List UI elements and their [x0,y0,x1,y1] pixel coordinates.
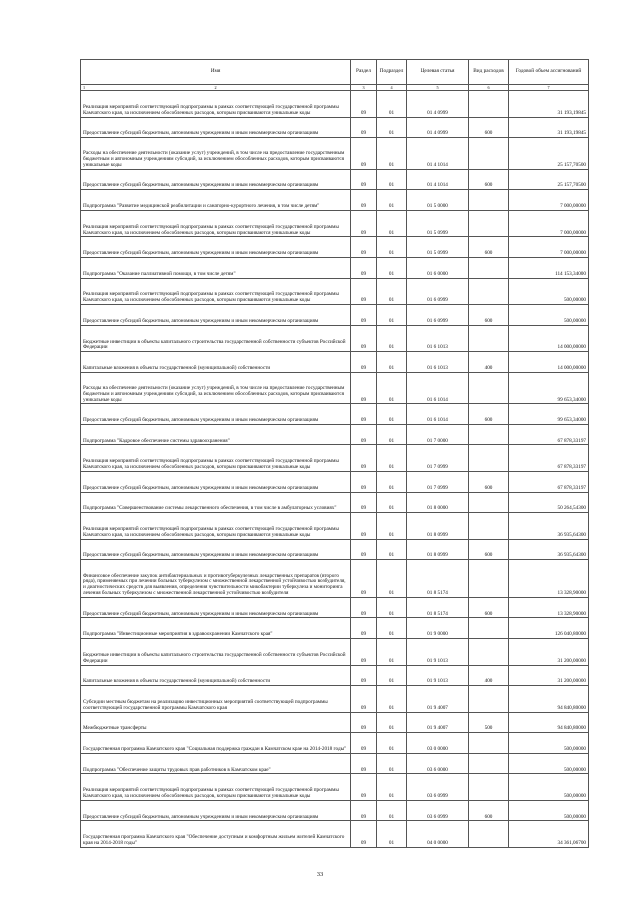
table-row [81,404,589,425]
row-expense: 600 [469,472,509,493]
table-row [81,539,589,560]
row-expense [469,190,509,211]
row-subsection: 01 [377,278,407,305]
table-row [81,513,589,540]
row-expense [469,424,509,445]
row-target: 01 8 5174 [407,597,469,618]
row-amount: 50 264,54300 [509,492,589,513]
row-section: 09 [351,237,377,258]
row-expense [469,733,509,754]
table-body [81,91,589,848]
table-row [81,305,589,326]
table-row [81,560,589,598]
row-section: 09 [351,618,377,639]
row-amount: 34 361,06700 [509,821,589,848]
row-target: 01 7 0000 [407,424,469,445]
row-section: 09 [351,513,377,540]
row-target: 01 6 1013 [407,352,469,373]
row-expense: 600 [469,539,509,560]
row-section: 09 [351,753,377,774]
row-subsection: 01 [377,513,407,540]
budget-table [80,59,589,848]
row-target: 01 4 1014 [407,138,469,170]
row-amount: 67 878,33197 [509,472,589,493]
row-target: 01 9 4007 [407,686,469,713]
row-section: 09 [351,169,377,190]
row-amount: 99 653,34000 [509,404,589,425]
row-section: 09 [351,117,377,138]
header-subsection: Подраздел [377,60,407,85]
row-section: 09 [351,821,377,848]
row-amount: 36 935,64300 [509,539,589,560]
row-amount: 7 000,00000 [509,190,589,211]
table-row [81,325,589,352]
row-section: 09 [351,686,377,713]
table-row [81,237,589,258]
row-section: 09 [351,91,377,118]
row-expense: 600 [469,404,509,425]
row-target: 03 6 0999 [407,774,469,801]
table-row [81,821,589,848]
row-amount: 94 840,80000 [509,712,589,733]
column-number: 5 [407,85,469,91]
row-expense [469,138,509,170]
row-expense: 600 [469,597,509,618]
row-name: Реализация мероприятий соответствующей подпрограммы в рамках соответствующей государственной программы Камчатского края, за исключением обособленных расходов, которым присваиваются уникальные коды [81,91,351,118]
row-expense [469,445,509,472]
row-expense [469,560,509,598]
row-subsection: 01 [377,712,407,733]
row-section: 09 [351,472,377,493]
table-row [81,190,589,211]
row-section: 09 [351,712,377,733]
row-name: Реализация мероприятий соответствующей подпрограммы в рамках соответствующей государственной программы Камчатского края, за исключением обособленных расходов, которым присваиваются уникальные коды [81,513,351,540]
row-subsection: 01 [377,117,407,138]
table-row [81,733,589,754]
row-amount: 7 000,00000 [509,210,589,237]
row-target: 01 6 1014 [407,372,469,404]
row-name: Предоставление субсидий бюджетным, автономным учреждениям и иным некоммерческим организациям [81,472,351,493]
row-amount: 500,00000 [509,305,589,326]
table-row [81,597,589,618]
table-row [81,800,589,821]
column-number: 7 [509,85,589,91]
row-name: Субсидии местным бюджетам на реализацию инвестиционных мероприятий соответствующей подпрограммы соответствующей государственной программы Камчатского края [81,686,351,713]
table-row [81,169,589,190]
row-section: 09 [351,665,377,686]
row-expense: 500 [469,712,509,733]
row-name: Реализация мероприятий соответствующей подпрограммы в рамках соответствующей государственной программы Камчатского края, за исключением обособленных расходов, которым присваиваются уникальные коды [81,210,351,237]
row-target: 01 5 0999 [407,210,469,237]
row-section: 09 [351,492,377,513]
table-row [81,278,589,305]
row-subsection: 01 [377,665,407,686]
row-section: 09 [351,278,377,305]
header-name: Имя [81,60,351,85]
column-number: 6 [469,85,509,91]
row-target: 01 5 0999 [407,237,469,258]
row-name: Предоставление субсидий бюджетным, автономным учреждениям и иным некоммерческим организациям [81,800,351,821]
row-amount: 14 000,00000 [509,325,589,352]
row-subsection: 01 [377,237,407,258]
row-target: 01 6 0999 [407,278,469,305]
row-expense [469,638,509,665]
row-expense [469,753,509,774]
row-section: 09 [351,210,377,237]
row-name: Капитальные вложения в объекты государственной (муниципальной) собственности [81,665,351,686]
row-expense [469,372,509,404]
row-expense [469,686,509,713]
table-header-row [81,60,589,85]
row-name: Предоставление субсидий бюджетным, автономным учреждениям и иным некоммерческим организациям [81,117,351,138]
row-subsection: 01 [377,638,407,665]
row-name: Подпрограмма "Кадровое обеспечение системы здравоохранения" [81,424,351,445]
row-expense [469,618,509,639]
row-subsection: 01 [377,138,407,170]
row-amount: 99 653,34000 [509,372,589,404]
table-row [81,753,589,774]
row-name: Реализация мероприятий соответствующей подпрограммы в рамках соответствующей государственной программы Камчатского края, за исключением обособленных расходов, которым присваиваются уникальные коды [81,774,351,801]
row-target: 01 6 0000 [407,257,469,278]
header-target: Целевая статья [407,60,469,85]
column-number: 2 [214,85,217,90]
row-name: Государственная программа Камчатского края "Обеспечение доступным и комфортным жильем жителей Камчатского края на 2014-2018 годы" [81,821,351,848]
header-section: Раздел [351,60,377,85]
table-row [81,352,589,373]
row-target: 04 0 0000 [407,821,469,848]
row-target: 01 6 1014 [407,404,469,425]
row-name: Предоставление субсидий бюджетным, автономным учреждениям и иным некоммерческим организациям [81,539,351,560]
row-name: Реализация мероприятий соответствующей подпрограммы в рамках соответствующей государственной программы Камчатского края, за исключением обособленных расходов, которым присваиваются уникальные коды [81,278,351,305]
row-amount: 13 328,90000 [509,597,589,618]
row-section: 09 [351,138,377,170]
table-row [81,774,589,801]
row-amount: 31 200,00000 [509,665,589,686]
header-amount: Годовой объем ассигнований [509,60,589,85]
table-row [81,472,589,493]
row-section: 09 [351,800,377,821]
row-name: Государственная программа Камчатского края "Социальная поддержка граждан в Камчатском крае на 2014-2018 годы" [81,733,351,754]
row-amount: 500,00000 [509,733,589,754]
row-subsection: 01 [377,753,407,774]
row-expense: 400 [469,352,509,373]
table-row [81,638,589,665]
row-name: Подпрограмма "Развитие медицинской реабилитации и санаторно-курортного лечения, в том числе детям" [81,190,351,211]
row-amount: 500,00000 [509,753,589,774]
row-target: 01 9 1013 [407,638,469,665]
row-expense: 600 [469,237,509,258]
row-name: Финансовое обеспечение закупок антибактериальных и противотуберкулезных лекарственных препаратов (второго ряда), применяемых при лечении больных туберкулезом с множественной лекарственной устойчивостью возбудителя, и диагностических средств для выявления, определения чувствительности микобактерии туберкулеза и мониторинга лечения больных туберкулезом с множественной лекарственной устойчивостью возбудителя [81,560,351,598]
row-name: Бюджетные инвестиции в объекты капитального строительства государственной собственности субъектов Российской Федерации [81,325,351,352]
column-number: 3 [351,85,377,91]
row-name: Предоставление субсидий бюджетным, автономным учреждениям и иным некоммерческим организациям [81,305,351,326]
column-number [81,85,351,91]
row-target: 03 6 0999 [407,800,469,821]
row-target: 01 9 0000 [407,618,469,639]
row-name: Предоставление субсидий бюджетным, автономным учреждениям и иным некоммерческим организациям [81,237,351,258]
row-target: 01 8 0999 [407,513,469,540]
row-subsection: 01 [377,686,407,713]
row-target: 01 8 0000 [407,492,469,513]
row-amount: 500,00000 [509,278,589,305]
row-name: Расходы на обеспечение деятельности (оказание услуг) учреждений, в том числе на предоставление государственным бюджетным и автономным учреждениям субсидий, за исключением обособленных расходов, которым присваиваются уникальные коды [81,138,351,170]
row-section: 09 [351,424,377,445]
row-section: 09 [351,733,377,754]
row-target: 01 7 0999 [407,445,469,472]
row-section: 09 [351,305,377,326]
row-subsection: 01 [377,404,407,425]
row-amount: 25 157,70500 [509,169,589,190]
table-row [81,424,589,445]
row-name: Предоставление субсидий бюджетным, автономным учреждениям и иным некоммерческим организациям [81,597,351,618]
row-subsection: 01 [377,539,407,560]
row-expense [469,278,509,305]
row-section: 09 [351,597,377,618]
row-subsection: 01 [377,472,407,493]
row-target: 01 7 0999 [407,472,469,493]
row-amount: 7 000,00000 [509,237,589,258]
row-section: 09 [351,638,377,665]
row-amount: 500,00000 [509,774,589,801]
table-row [81,138,589,170]
row-subsection: 01 [377,190,407,211]
row-amount: 36 935,64300 [509,513,589,540]
row-subsection: 01 [377,210,407,237]
row-subsection: 01 [377,424,407,445]
row-subsection: 01 [377,257,407,278]
table-row [81,257,589,278]
row-amount: 31 193,19845 [509,91,589,118]
row-target: 01 9 1013 [407,665,469,686]
table-row [81,445,589,472]
row-name: Подпрограмма "Совершенствование системы лекарственного обеспечения, в том числе в амбулаторных условиях" [81,492,351,513]
row-target: 03 0 0000 [407,733,469,754]
row-subsection: 01 [377,169,407,190]
row-expense [469,774,509,801]
table-row [81,665,589,686]
header-expense: Вид расходов [469,60,509,85]
row-section: 09 [351,404,377,425]
row-amount: 25 157,70500 [509,138,589,170]
column-number: 4 [377,85,407,91]
row-name: Расходы на обеспечение деятельности (оказание услуг) учреждений, в том числе на предоставление государственным бюджетным и автономным учреждениям субсидий, за исключением обособленных расходов, которым присваиваются уникальные коды [81,372,351,404]
row-section: 09 [351,257,377,278]
row-target: 01 6 0999 [407,305,469,326]
row-name: Капитальные вложения в объекты государственной (муниципальной) собственности [81,352,351,373]
row-subsection: 01 [377,618,407,639]
row-subsection: 01 [377,774,407,801]
row-amount: 14 000,00000 [509,352,589,373]
row-target: 01 5 0000 [407,190,469,211]
row-amount: 67 878,33197 [509,424,589,445]
row-section: 09 [351,774,377,801]
row-target: 01 9 4007 [407,712,469,733]
table-row [81,686,589,713]
row-subsection: 01 [377,733,407,754]
row-name: Подпрограмма "Оказание паллиативной помощи, в том числе детям" [81,257,351,278]
table-row [81,91,589,118]
row-subsection: 01 [377,91,407,118]
table-row [81,210,589,237]
row-subsection: 01 [377,597,407,618]
row-amount: 13 328,90000 [509,560,589,598]
row-target: 01 4 0999 [407,117,469,138]
row-subsection: 01 [377,821,407,848]
page-number: 33 [316,871,324,878]
row-subsection: 01 [377,352,407,373]
table-row [81,492,589,513]
row-amount: 31 200,00000 [509,638,589,665]
row-subsection: 01 [377,560,407,598]
row-section: 09 [351,190,377,211]
row-target: 01 4 1014 [407,169,469,190]
row-expense [469,325,509,352]
table-row [81,618,589,639]
row-name: Реализация мероприятий соответствующей подпрограммы в рамках соответствующей государственной программы Камчатского края, за исключением обособленных расходов, которым присваиваются уникальные коды [81,445,351,472]
column-number: 1 [83,85,86,90]
row-expense [469,210,509,237]
row-name: Подпрограмма "Обеспечение защиты трудовых прав работников в Камчатском крае" [81,753,351,774]
row-expense: 400 [469,665,509,686]
row-expense: 600 [469,169,509,190]
row-expense [469,513,509,540]
row-amount: 500,00000 [509,800,589,821]
table-row [81,712,589,733]
row-subsection: 01 [377,305,407,326]
row-target: 01 8 0999 [407,539,469,560]
row-amount: 31 193,19845 [509,117,589,138]
row-expense [469,821,509,848]
row-subsection: 01 [377,445,407,472]
row-name: Предоставление субсидий бюджетным, автономным учреждениям и иным некоммерческим организациям [81,404,351,425]
row-subsection: 01 [377,372,407,404]
row-name: Межбюджетные трансферты [81,712,351,733]
row-target: 01 8 5174 [407,560,469,598]
row-amount: 94 840,80000 [509,686,589,713]
row-expense: 600 [469,800,509,821]
row-section: 09 [351,445,377,472]
row-expense: 600 [469,305,509,326]
row-target: 03 6 0000 [407,753,469,774]
row-name: Предоставление субсидий бюджетным, автономным учреждениям и иным некоммерческим организациям [81,169,351,190]
table-row [81,372,589,404]
row-expense [469,492,509,513]
row-expense [469,91,509,118]
row-section: 09 [351,325,377,352]
table-row [81,117,589,138]
row-section: 09 [351,560,377,598]
row-amount: 114 153,34000 [509,257,589,278]
row-expense: 600 [469,117,509,138]
row-target: 01 4 0999 [407,91,469,118]
row-section: 09 [351,352,377,373]
row-name: Бюджетные инвестиции в объекты капитального строительства государственной собственности субъектов Российской Федерации [81,638,351,665]
row-name: Подпрограмма "Инвестиционные мероприятия в здравоохранении Камчатского края" [81,618,351,639]
row-expense [469,257,509,278]
row-section: 09 [351,372,377,404]
row-subsection: 01 [377,325,407,352]
row-subsection: 01 [377,492,407,513]
row-target: 01 6 1013 [407,325,469,352]
row-section: 09 [351,539,377,560]
row-amount: 67 878,33197 [509,445,589,472]
row-amount: 126 040,80000 [509,618,589,639]
row-subsection: 01 [377,800,407,821]
